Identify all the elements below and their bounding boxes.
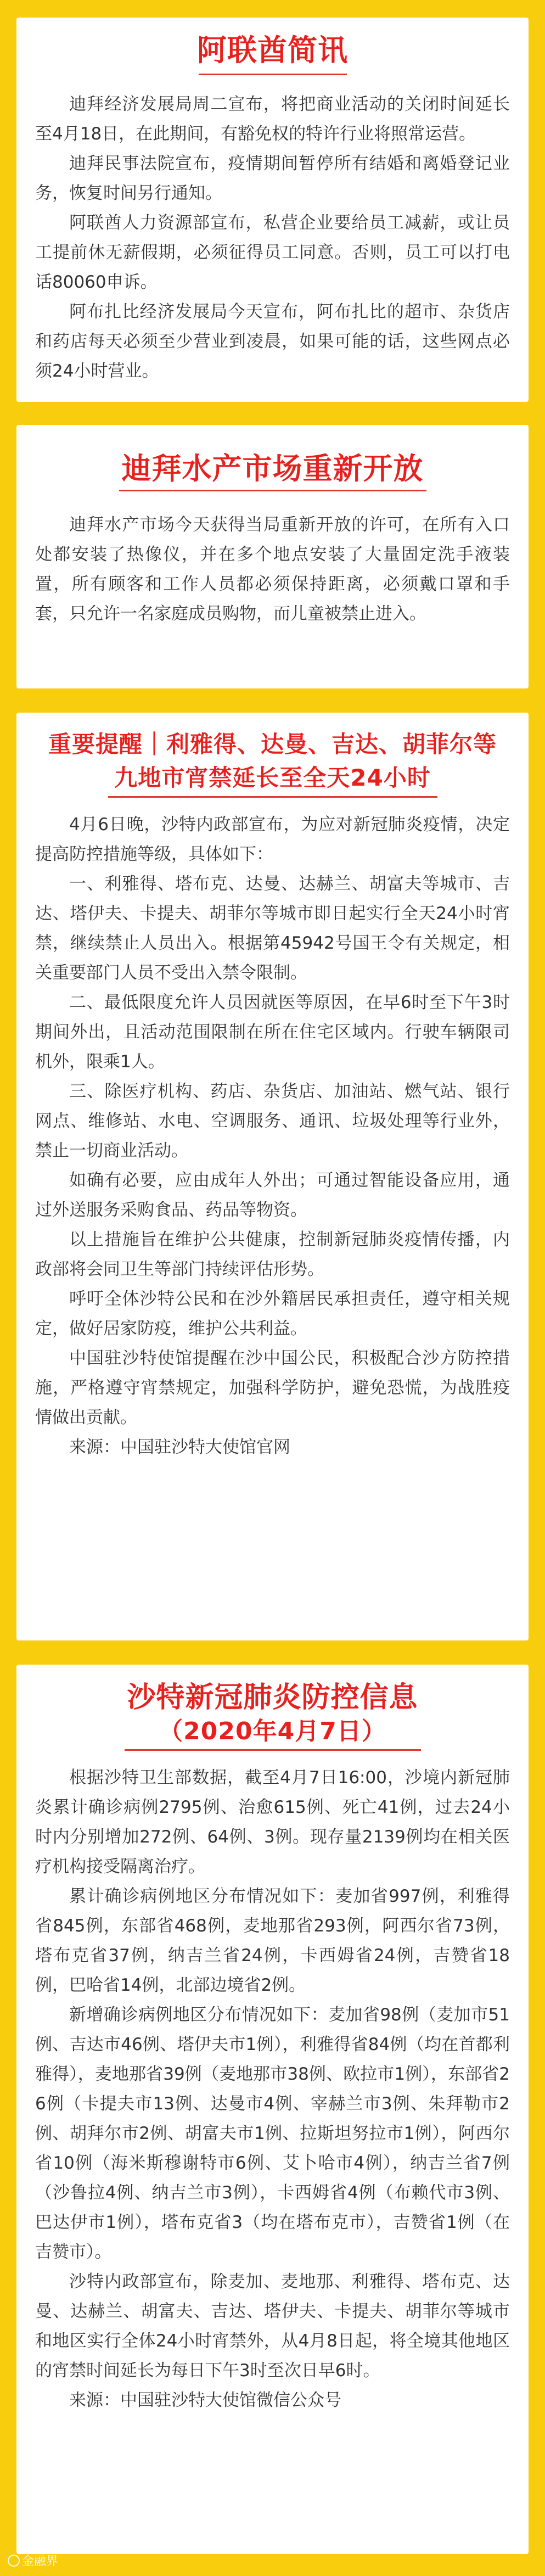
paragraph: 迪拜水产市场今天获得当局重新开放的许可，在所有入口处都安装了热像仪，并在多个地点安装了大量固定洗手液装置，所有顾客和工作人员都必须保持距离，必须戴口罩和手套，只允许一名家庭成员购物，而儿童被禁止进入。 <box>35 515 510 624</box>
news-card-curfew-extension <box>16 713 529 1640</box>
watermark <box>8 2552 58 2569</box>
card-subtitle-date: （2020年4月7日） <box>159 1717 386 1745</box>
paragraph: 4月6日晚，沙特内政部宣布，为应对新冠肺炎疫情，决定提高防控措施等级，具体如下： <box>35 815 510 864</box>
card-title-line-2: 九地市宵禁延长至全天24小时 <box>114 764 431 791</box>
paragraph: 呼吁全体沙特公民和在沙外籍居民承担责任，遵守相关规定，做好居家防疫，维护公共利益。 <box>35 1289 510 1339</box>
title-divider <box>199 74 347 75</box>
paragraph: 三、除医疗机构、药店、杂货店、加油站、燃气站、银行网点、维修站、水电、空调服务、通讯、垃圾处理等行业外，禁止一切商业活动。 <box>35 1082 510 1161</box>
card-title: 沙特新冠肺炎防控信息 <box>127 1681 418 1714</box>
watermark-text: 金融界 <box>22 2555 59 2568</box>
title-divider <box>119 490 426 491</box>
paragraph: 沙特内政部宣布，除麦加、麦地那、利雅得、塔布克、达曼、达赫兰、胡富夫、吉达、塔伊夫、卡提夫、胡菲尔等城市和地区实行全体24小时宵禁外，从4月8日起，将全境其他地区的宵禁时间延长为每日下午3时至次日早6时。 <box>35 2272 510 2381</box>
paragraph: 一、利雅得、塔布克、达曼、达赫兰、胡富夫等城市、吉达、塔伊夫、卡提夫、胡菲尔等城市即日起实行全天24小时宵禁，继续禁止人员出入。根据第45942号国王令有关规定，相关重要部门人员不受出入禁令限制。 <box>35 874 510 983</box>
paragraph: 根据沙特卫生部数据，截至4月7日16:00，沙境内新冠肺炎累计确诊病例2795例、治愈615例、死亡41例，过去24小时内分别增加272例、64例、3例。现存量2139例均在相关医疗机构接受隔离治疗。 <box>35 1768 510 1877</box>
card-title: 阿联酋简讯 <box>197 33 348 68</box>
card-title-line-1: 重要提醒｜利雅得、达曼、吉达、胡菲尔等 <box>48 731 497 758</box>
paragraph: 迪拜民事法院宣布，疫情期间暂停所有结婚和离婚登记业务，恢复时间另行通知。 <box>35 154 510 203</box>
paragraph: 以上措施旨在维护公共健康，控制新冠肺炎疫情传播，内政部将会同卫生等部门持续评估形势。 <box>35 1230 510 1279</box>
source-line: 来源：中国驻沙特大使馆官网 <box>69 1437 290 1457</box>
news-card-uae-brief <box>16 18 529 402</box>
watermark-logo-icon <box>8 2555 20 2567</box>
paragraph: 如确有必要，应由成年人外出；可通过智能设备应用，通过外送服务采购食品、药品等物资。 <box>35 1171 510 1220</box>
news-card-saudi-covid-info <box>16 1665 529 2554</box>
paragraph: 阿联酋人力资源部宣布，私营企业要给员工减薪，或让员工提前休无薪假期，必须征得员工同意。否则，员工可以打电话80060申诉。 <box>35 213 510 292</box>
paragraph: 新增确诊病例地区分布情况如下：麦加省98例（麦加市51例、吉达市46例、塔伊夫市1例），利雅得省84例（均在首都利雅得），麦地那省39例（麦地那市38例、欧拉市1例），东部省26例（卡提夫市13例、达曼市4例、宰赫兰市3例、朱拜勒市2例、胡拜尔市2例、胡富夫市1例、拉斯坦努拉市1例），阿西尔省10例（海米斯穆谢特市6例、艾卜哈市4例），纳吉兰省7例（沙鲁拉4例、纳吉兰市3例），卡西姆省4例（布赖代市3例、巴达伊市1例），塔布克省3（均在塔布克市），吉赞省1例（在吉赞市）。 <box>35 2005 510 2262</box>
source-line: 来源：中国驻沙特大使馆微信公众号 <box>69 2390 341 2410</box>
paragraph: 阿布扎比经济发展局今天宣布，阿布扎比的超市、杂货店和药店每天必须至少营业到凌晨，如果可能的话，这些网点必须24小时营业。 <box>35 302 510 381</box>
paragraph: 二、最低限度允许人员因就医等原因，在早6时至下午3时期间外出，且活动范围限制在所在住宅区域内。行驶车辆限司机外，限乘1人。 <box>35 993 510 1072</box>
paragraph: 迪拜经济发展局周二宣布，将把商业活动的关闭时间延长至4月18日，在此期间，有豁免权的特许行业将照常运营。 <box>35 94 510 144</box>
news-card-dubai-fish-market <box>16 425 529 688</box>
title-divider <box>108 796 437 798</box>
paragraph: 累计确诊病例地区分布情况如下：麦加省997例，利雅得省845例，东部省468例，麦地那省293例，阿西尔省73例，塔布克省37例，纳吉兰省24例，卡西姆省24例，吉赞省18例，巴哈省14例，北部边境省2例。 <box>35 1886 510 1995</box>
paragraph: 中国驻沙特使馆提醒在沙中国公民，积极配合沙方防控措施，严格遵守宵禁规定，加强科学防护，避免恐慌，为战胜疫情做出贡献。 <box>35 1348 510 1427</box>
card-title: 迪拜水产市场重新开放 <box>121 451 424 486</box>
title-divider <box>125 1749 421 1751</box>
